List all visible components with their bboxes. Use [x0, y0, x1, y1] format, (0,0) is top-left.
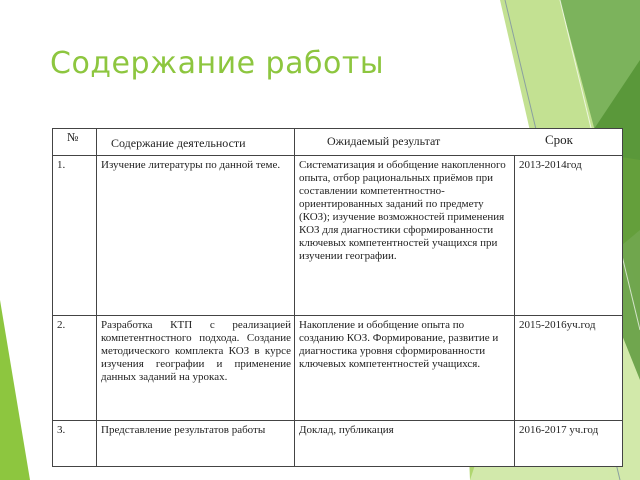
slide-title: Содержание работы	[50, 46, 385, 81]
row-1-activity: Изучение литературы по данной теме.	[101, 159, 281, 171]
row-2-activity: Разработка КТП с реализацией компетентностного подхода. Создание методического комплекта КОЗ в курсе изучения географии и применение данных заданий на уроках.	[101, 319, 291, 383]
row-3-activity: Представление результатов работы	[101, 424, 266, 436]
table-row	[53, 316, 623, 421]
header-term: Срок	[545, 131, 573, 147]
row-1-num: 1.	[57, 159, 66, 171]
row-3-result: Доклад, публикация	[299, 424, 394, 436]
header-num-cell	[53, 129, 97, 156]
row-1-result: Систематизация и обобщение накопленного опыта, отбор рациональных приёмов при составлении компетентностно-ориентированных заданий по предмету (КОЗ); изучение возможностей применения КОЗ для диагностики сформированности ключевых компетентностей учащихся при изучении географии.	[299, 159, 506, 262]
table-row	[53, 421, 623, 467]
row-2-result: Накопление и обобщение опыта по созданию КОЗ. Формирование, развитие и диагностика уровня сформированности ключевых компетентностей учащихся.	[299, 319, 499, 370]
row-2-num: 2.	[57, 319, 66, 331]
header-activity-cell	[97, 129, 295, 156]
row-2-term: 2015-2016уч.год	[519, 319, 596, 331]
table-row	[53, 156, 623, 316]
work-content-table	[52, 128, 623, 467]
row-1-term: 2013-2014год	[519, 159, 582, 171]
header-activity: Содержание деятельности	[111, 136, 246, 150]
row-3-num: 3.	[57, 424, 66, 436]
header-num: №	[67, 130, 79, 144]
header-result: Ожидаемый результат	[327, 134, 441, 148]
row-3-term: 2016-2017 уч.год	[519, 424, 599, 436]
